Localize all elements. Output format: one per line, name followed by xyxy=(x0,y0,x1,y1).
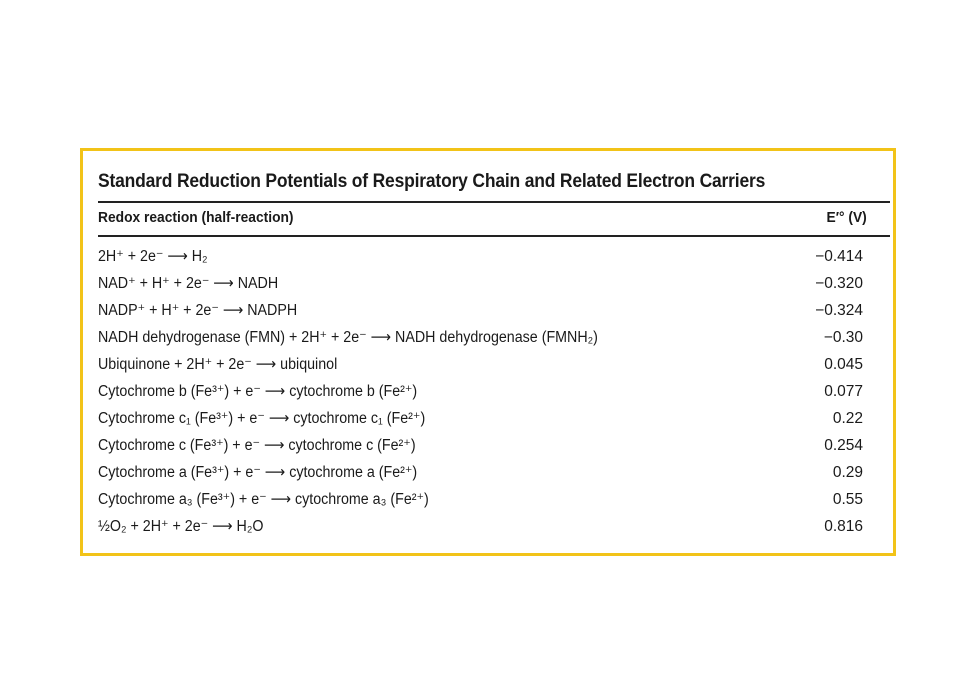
reaction-cell: NADH dehydrogenase (FMN) + 2H⁺ + 2e⁻ ⟶ NADH dehydrogenase (FMNH₂) xyxy=(98,329,598,346)
table-row xyxy=(98,459,890,486)
potential-cell: −0.414 xyxy=(815,248,863,265)
reaction-cell: ½O₂ + 2H⁺ + 2e⁻ ⟶ H₂O xyxy=(98,518,264,535)
reaction-cell: NAD⁺ + H⁺ + 2e⁻ ⟶ NADH xyxy=(98,275,279,292)
potential-cell: −0.324 xyxy=(815,302,863,319)
table-row xyxy=(98,297,890,324)
potential-cell: −0.30 xyxy=(823,329,863,346)
reaction-cell: Cytochrome a₃ (Fe³⁺) + e⁻ ⟶ cytochrome a₃ (Fe²⁺) xyxy=(98,491,429,508)
table-row xyxy=(98,486,890,513)
table-title: Standard Reduction Potentials of Respiratory Chain and Related Electron Carriers xyxy=(98,171,766,192)
table-row xyxy=(98,513,890,540)
reaction-cell: NADP⁺ + H⁺ + 2e⁻ ⟶ NADPH xyxy=(98,302,298,319)
top-rule xyxy=(98,201,890,203)
header-rule xyxy=(98,235,890,237)
table-row xyxy=(98,351,890,378)
reaction-cell: Cytochrome c₁ (Fe³⁺) + e⁻ ⟶ cytochrome c₁ (Fe²⁺) xyxy=(98,410,426,427)
reaction-cell: Cytochrome a (Fe³⁺) + e⁻ ⟶ cytochrome a (Fe²⁺) xyxy=(98,464,418,481)
table-row xyxy=(98,432,890,459)
table-row xyxy=(98,378,890,405)
potential-cell: 0.816 xyxy=(824,518,863,535)
table-body xyxy=(98,243,890,540)
potential-cell: 0.077 xyxy=(824,383,863,400)
column-header-reaction: Redox reaction (half-reaction) xyxy=(98,209,294,226)
potential-cell: 0.22 xyxy=(832,410,863,427)
reaction-cell: Cytochrome c (Fe³⁺) + e⁻ ⟶ cytochrome c (Fe²⁺) xyxy=(98,437,416,454)
reaction-cell: Ubiquinone + 2H⁺ + 2e⁻ ⟶ ubiquinol xyxy=(98,356,338,373)
reaction-cell: 2H⁺ + 2e⁻ ⟶ H₂ xyxy=(98,248,208,265)
table-row xyxy=(98,270,890,297)
table-row xyxy=(98,405,890,432)
potential-cell: 0.55 xyxy=(832,491,863,508)
potential-cell: 0.254 xyxy=(824,437,863,454)
potential-cell: 0.045 xyxy=(824,356,863,373)
redox-potentials-table xyxy=(80,148,896,556)
table-row xyxy=(98,243,890,270)
reaction-cell: Cytochrome b (Fe³⁺) + e⁻ ⟶ cytochrome b (Fe²⁺) xyxy=(98,383,418,400)
table-row xyxy=(98,324,890,351)
potential-cell: 0.29 xyxy=(832,464,863,481)
potential-cell: −0.320 xyxy=(815,275,863,292)
column-header-potential: E′° (V) xyxy=(826,209,867,226)
